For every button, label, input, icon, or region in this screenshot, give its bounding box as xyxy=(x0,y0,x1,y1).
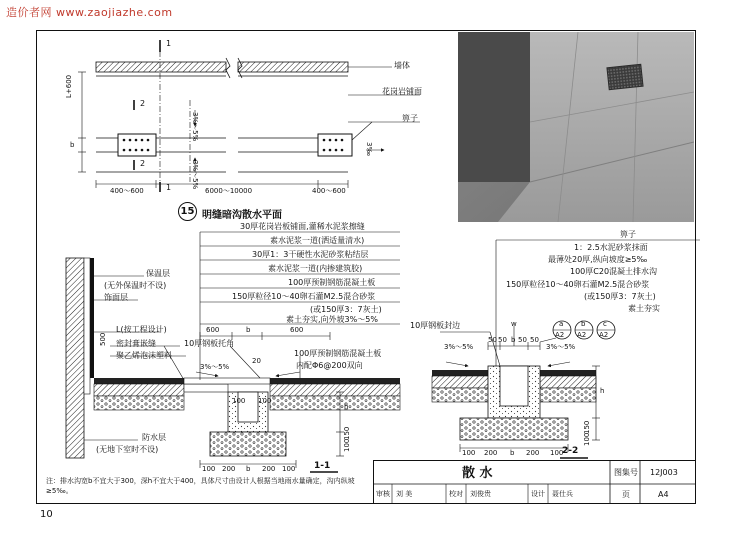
dim-s1-bottom-2: 200 xyxy=(222,465,236,473)
slope-s2-left: 3%～5% xyxy=(444,343,474,351)
check-label: 校对 xyxy=(449,490,463,498)
slope-s2-right: 3%～5% xyxy=(546,343,576,351)
label-waterproof: 防水层 xyxy=(142,433,166,442)
ref-b-bottom: A2 xyxy=(577,331,587,339)
dim-s2-bottom-4: 200 xyxy=(526,449,540,457)
drawing-title: 散 水 xyxy=(462,466,493,481)
layer-left-3: 30厚1：3干硬性水泥砂浆粘结层 xyxy=(252,250,369,259)
label-insulation: 保温层 xyxy=(146,269,170,278)
dim-s2-top-1: 50 xyxy=(488,336,497,344)
dim-s1-bottom-3: b xyxy=(246,465,251,473)
label-rebar: 内配Φ6@200双向 xyxy=(296,361,363,370)
dim-left: 400～600 xyxy=(110,187,144,195)
slope-plan-1: 3%～5% xyxy=(191,112,199,142)
layer-left-6: 150厚粒径10～40卵石灌M2.5混合砂浆 xyxy=(232,292,376,301)
page-code: A4 xyxy=(658,490,669,499)
ref-a-top: a xyxy=(559,320,564,328)
dim-600-left: 600 xyxy=(206,326,220,334)
dim-150-s1: 150 xyxy=(343,426,351,440)
section-mark-2-top: 2 xyxy=(140,99,146,108)
layer-left-2: 素水泥浆一道(洒适量清水) xyxy=(270,236,365,245)
review-name: 刘 美 xyxy=(396,490,413,498)
dim-mid: 6000～10000 xyxy=(205,187,253,195)
dim-s1-bottom-4: 200 xyxy=(262,465,276,473)
dim-s2-top-3: b xyxy=(511,336,516,344)
dim-s1-bottom-1: 100 xyxy=(202,465,216,473)
review-label: 审核 xyxy=(376,490,390,498)
page-label: 页 xyxy=(622,490,630,499)
section-mark-2-bottom: 2 xyxy=(140,159,146,168)
dim-150-s2: 150 xyxy=(583,420,591,434)
detail-number-badge: 15 xyxy=(178,202,197,221)
section-mark-1-top: 1 xyxy=(166,39,172,48)
section-mark-1-1: 1-1 xyxy=(314,461,331,471)
dim-b-plan: b xyxy=(70,141,75,149)
layer-right-1: 箅子 xyxy=(620,230,636,239)
layer-right-5: 150厚粒径10～40卵石灌M2.5混合砂浆 xyxy=(506,280,650,289)
layer-right-4: 100厚C20混凝土排水沟 xyxy=(570,267,658,276)
dim-right: 400～600 xyxy=(312,187,346,195)
dim-s2-bottom-5: 100 xyxy=(550,449,564,457)
dim-100-b: 100 xyxy=(258,397,272,405)
dim-100-a: 100 xyxy=(232,397,246,405)
ref-b-top: b xyxy=(581,320,586,328)
dim-w: w xyxy=(511,320,517,328)
design-name: 聂仕兵 xyxy=(552,490,573,498)
slope-plan-3: 3‰ xyxy=(365,142,373,156)
dim-500: 500 xyxy=(99,332,107,346)
dim-b-s1: b xyxy=(246,326,251,334)
section-mark-1-bottom: 1 xyxy=(166,183,172,192)
atlas-label: 图集号 xyxy=(614,468,638,477)
layer-left-5: 100厚预制钢筋混凝土板 xyxy=(288,278,376,287)
dim-height: L+600 xyxy=(65,74,73,98)
plan-title: 明缝暗沟散水平面 xyxy=(202,210,282,221)
dim-s2-bottom-2: 200 xyxy=(484,449,498,457)
label-insulation-note: (无外保温时不设) xyxy=(104,281,167,290)
label-facing: 饰面层 xyxy=(104,293,128,302)
atlas-number: 12J003 xyxy=(650,468,678,477)
design-label: 设计 xyxy=(531,490,545,498)
dim-s2-bottom-1: 100 xyxy=(462,449,476,457)
dim-h-s2: h xyxy=(600,387,605,395)
dim-600-right: 600 xyxy=(290,326,304,334)
ref-a-bottom: A2 xyxy=(555,331,565,339)
dim-20: 20 xyxy=(252,357,261,365)
layer-left-4: 素水泥浆一道(内掺建筑胶) xyxy=(268,264,363,273)
slope-s1: 3%～5% xyxy=(200,363,230,371)
dim-s1-bottom-5: 100 xyxy=(282,465,296,473)
layer-left-7: (或150厚3：7灰土) xyxy=(310,305,382,314)
slope-plan-2: 3%～5% xyxy=(191,160,199,190)
label-grate: 箅子 xyxy=(402,114,418,123)
title-block xyxy=(373,460,696,504)
dim-100-s2: 100 xyxy=(583,432,591,446)
layer-right-3: 最薄处20厚,纵向坡度≥5‰ xyxy=(548,255,648,264)
drawing-note: 注：排水沟宽b不宜大于300，深h不宜大于400，具体尺寸由设计人根据当地雨水量确定，沟内纵坡≥5‰。 xyxy=(46,477,355,495)
label-wall: 墙体 xyxy=(394,61,410,70)
label-steel-edge: 10厚钢板封边 xyxy=(410,321,461,330)
page-number: 10 xyxy=(40,509,53,520)
watermark-text: 造价者网 www.zaojiazhe.com xyxy=(6,6,173,19)
dim-s2-top-5: 50 xyxy=(530,336,539,344)
dim-s2-top-2: 50 xyxy=(498,336,507,344)
ref-c-top: c xyxy=(603,320,607,328)
dim-h-s1: h xyxy=(344,403,349,411)
layer-right-7: 素土夯实 xyxy=(628,304,660,313)
label-granite: 花岗岩铺面 xyxy=(382,87,422,96)
dim-s2-bottom-3: b xyxy=(510,449,515,457)
label-sealant: 密封膏嵌缝 xyxy=(116,339,156,348)
dim-100-s1: 100 xyxy=(343,438,351,452)
label-waterproof-note: (无地下室时不设) xyxy=(96,445,159,454)
label-slab: 100厚预制钢筋混凝土板 xyxy=(294,349,382,358)
layer-right-2: 1：2.5水泥砂浆抹面 xyxy=(574,243,648,252)
plan-view xyxy=(78,40,420,192)
label-L: L(按工程设计) xyxy=(116,325,167,334)
label-foam: 聚乙烯泡沫塑料 xyxy=(116,351,172,360)
layer-right-6: (或150厚3：7灰土) xyxy=(584,292,656,301)
label-steel-angle: 10厚钢板托角 xyxy=(184,339,235,348)
section-mark-2-2: 2-2 xyxy=(562,446,579,456)
check-name: 刘俊贵 xyxy=(470,490,491,498)
layer-left-1: 30厚花岗岩板铺面,灌稀水泥浆擦缝 xyxy=(240,222,365,231)
dim-s2-top-4: 50 xyxy=(518,336,527,344)
layer-left-8: 素土夯实,向外坡3%～5% xyxy=(286,315,378,324)
ref-c-bottom: A2 xyxy=(599,331,609,339)
